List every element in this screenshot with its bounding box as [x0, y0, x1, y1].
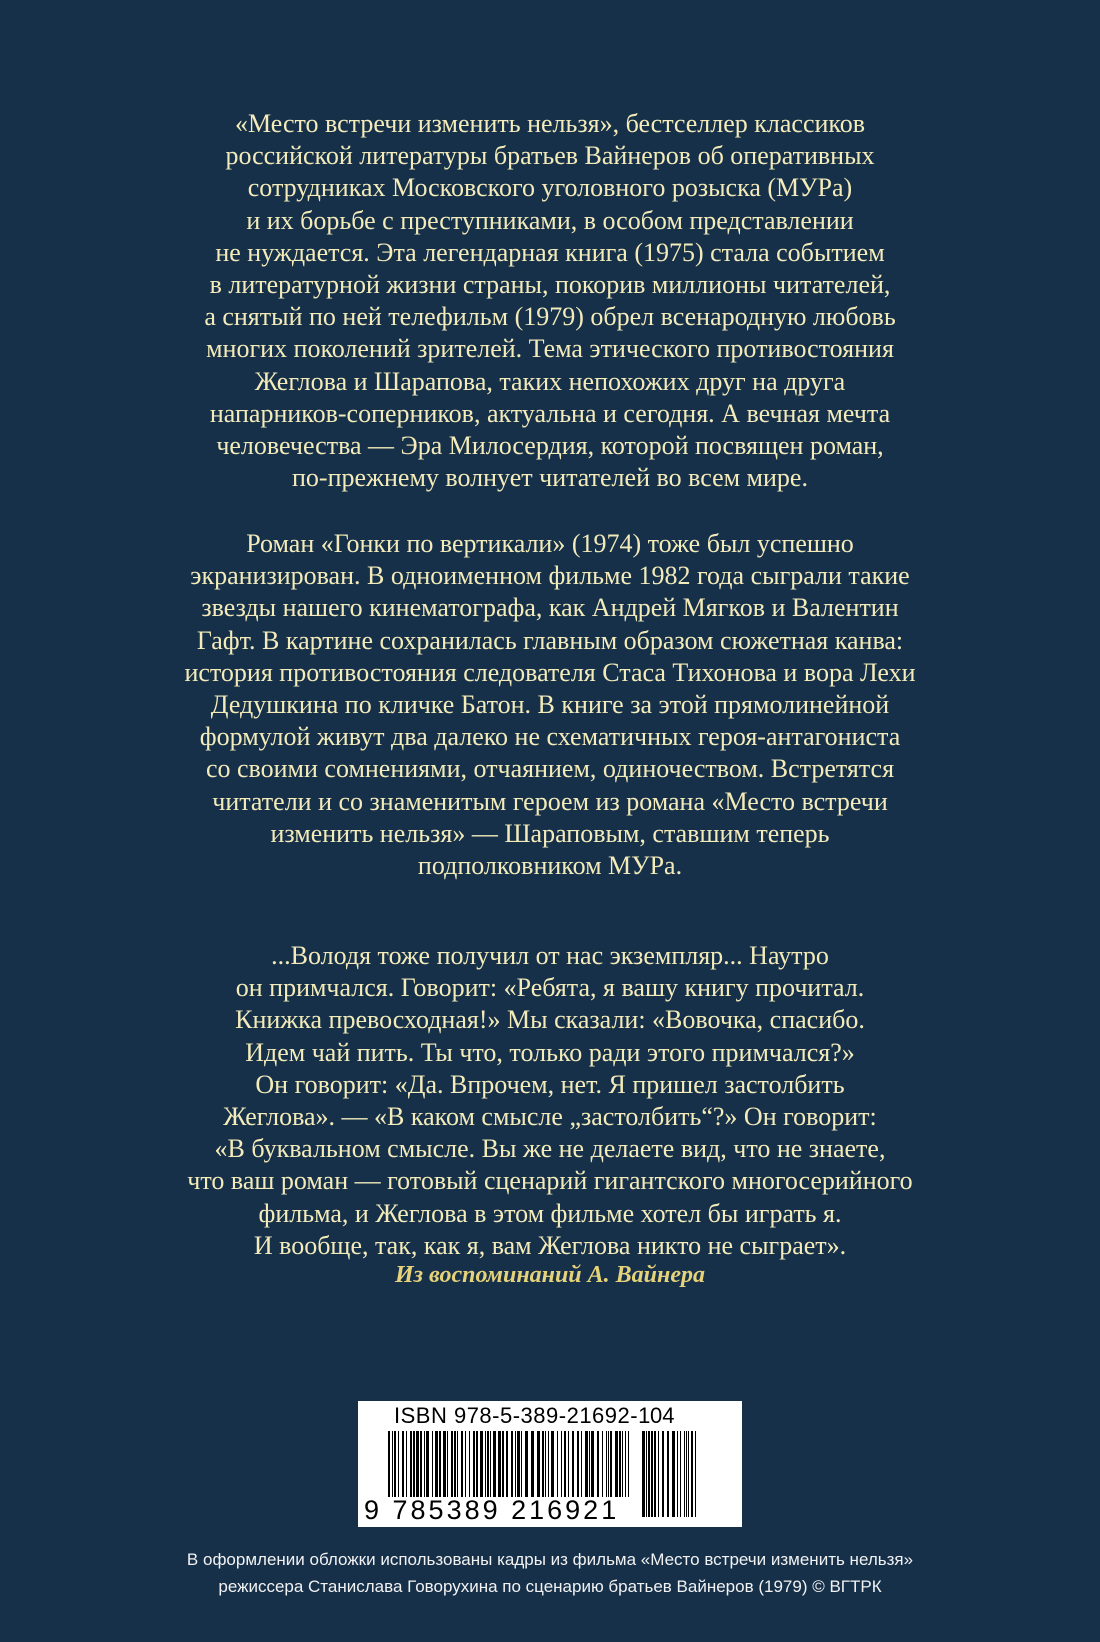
quote-line: Книжка превосходная!» Мы сказали: «Вовочка, спасибо.: [235, 1005, 865, 1035]
isbn-label: ISBN 978-5-389-21692-1: [394, 1403, 651, 1428]
annotation-paragraph-2: [0, 528, 1100, 882]
text-line: звезды нашего кинематографа, как Андрей Мягков и Валентин: [201, 593, 899, 623]
annotation-paragraph-1: [0, 108, 1100, 494]
isbn-addon: 04: [650, 1403, 675, 1428]
text-line: со своими сомнениями, отчаянием, одиночеством. Встретятся: [205, 754, 895, 784]
text-line: Дедушкина по кличке Батон. В книге за этой прямолинейной: [210, 690, 890, 720]
text-line: история противостояния следователя Стаса Тихонова и вора Лехи: [184, 657, 916, 687]
text-line: и их борьбе с преступниками, в особом представлении: [246, 205, 854, 235]
isbn-barcode: [358, 1401, 742, 1527]
quote-line: Он говорит: «Да. Впрочем, нет. Я пришел застолбить: [255, 1069, 845, 1099]
quote-line: Идем чай пить. Ты что, только ради этого примчался?»: [245, 1037, 855, 1067]
quote-line: он примчался. Говорит: «Ребята, я вашу книгу прочитал.: [235, 973, 865, 1003]
text-line: подполковником МУРа.: [417, 851, 683, 881]
credits-line: режиссера Станислава Говорухина по сценарию братьев Вайнеров (1979) © ВГТРК: [218, 1577, 882, 1596]
memoir-quote: [0, 940, 1100, 1262]
credits-line: В оформлении обложки использованы кадры из фильма «Место встречи изменить нельзя»: [186, 1550, 914, 1569]
quote-attribution: Из воспоминаний А. Вайнера: [395, 1262, 705, 1288]
text-line: сотрудниках Московского уголовного розыска (МУРа): [247, 173, 853, 203]
text-line: по-прежнему волнует читателей во всем мире.: [292, 463, 808, 493]
quote-line: ...Володя тоже получил от нас экземпляр... Наутро: [271, 941, 829, 970]
barcode-digits: 9 785389 216921: [364, 1495, 620, 1525]
quote-line: что ваш роман — готовый сценарий гигантского многосерийного: [187, 1166, 913, 1196]
text-line: Жеглова и Шарапова, таких непохожих друг на друга: [254, 366, 846, 396]
quote-line: фильма, и Жеглова в этом фильме хотел бы играть я.: [258, 1198, 842, 1228]
cover-credits: [0, 1546, 1100, 1600]
text-line: Роман «Гонки по вертикали» (1974) тоже был успешно: [246, 529, 854, 558]
quote-line: И вообще, так, как я, вам Жеглова никто не сыграет».: [253, 1230, 847, 1260]
quote-line: Жеглова». — «В каком смысле „застолбить“?» Он говорит:: [223, 1102, 877, 1132]
text-line: человечества — Эра Милосердия, которой посвящен роман,: [216, 431, 884, 461]
text-line: формулой живут два далеко не схематичных героя-антагониста: [199, 722, 901, 752]
text-line: изменить нельзя» — Шараповым, ставшим теперь: [270, 818, 830, 848]
text-line: Гафт. В картине сохранилась главным образом сюжетная канва:: [196, 625, 904, 655]
text-line: многих поколений зрителей. Тема этического противостояния: [206, 334, 894, 364]
quote-line: «В буквальном смысле. Вы же не делаете вид, что не знаете,: [214, 1134, 886, 1164]
text-line: в литературной жизни страны, покорив миллионы читателей,: [209, 270, 891, 300]
text-line: читатели и со знаменитым героем из романа «Место встречи: [212, 786, 888, 816]
text-line: «Место встречи изменить нельзя», бестселлер классиков: [234, 109, 866, 138]
text-line: а снятый по ней телефильм (1979) обрел всенародную любовь: [204, 302, 896, 332]
text-line: напарников-соперников, актуальна и сегодня. А вечная мечта: [209, 398, 891, 428]
text-line: экранизирован. В одноименном фильме 1982 года сыграли такие: [190, 561, 910, 591]
text-line: российской литературы братьев Вайнеров об оперативных: [225, 141, 875, 171]
text-line: не нуждается. Эта легендарная книга (1975) стала событием: [215, 237, 885, 267]
